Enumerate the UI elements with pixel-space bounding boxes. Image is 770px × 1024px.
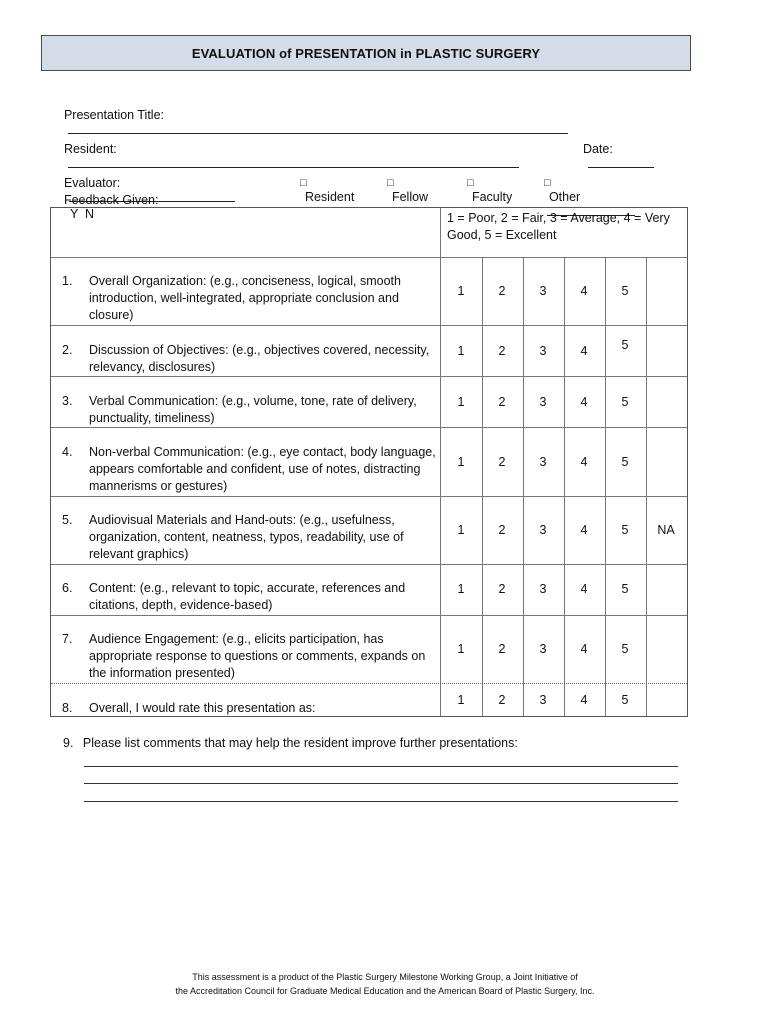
checkbox-icon[interactable]: □: [299, 177, 307, 189]
feedback-label: Feedback Given:: [63, 193, 159, 207]
criterion-number: 3.: [62, 394, 73, 408]
rating-option-na[interactable]: NA: [657, 523, 675, 537]
evaluator-label: Evaluator:: [63, 176, 121, 190]
date-label: Date:: [582, 142, 613, 156]
footer-line-1: This assessment is a product of the Plastic Surgery Milestone Working Group, a Joint Initiative of: [192, 972, 578, 982]
role-option-fellow[interactable]: [380, 162, 428, 204]
role-option-resident[interactable]: [293, 162, 354, 204]
criterion-6: [60, 580, 440, 614]
criterion-text: Overall Organization: (e.g., conciseness, logical, smooth introduction, well-integrated, appropriate conclusion and closure): [89, 274, 401, 322]
row-divider: [51, 376, 687, 377]
rating-option[interactable]: 4: [580, 693, 588, 707]
criterion-1: [60, 273, 440, 324]
comment-line[interactable]: [84, 801, 678, 802]
comment-line[interactable]: [84, 783, 678, 784]
criterion-7: [60, 631, 440, 682]
row-divider: [51, 325, 687, 326]
rating-option[interactable]: 4: [580, 344, 588, 358]
rating-option[interactable]: 5: [621, 582, 629, 596]
comments-question: [63, 736, 518, 750]
checkbox-icon[interactable]: □: [543, 177, 551, 189]
rating-option[interactable]: 2: [498, 284, 506, 298]
rating-option[interactable]: 1: [457, 284, 465, 298]
criterion-text: Overall, I would rate this presentation as:: [89, 701, 316, 715]
comment-line[interactable]: [84, 766, 678, 767]
criterion-4: [60, 444, 440, 495]
checkbox-icon[interactable]: □: [386, 177, 394, 189]
criterion-number: 7.: [62, 632, 73, 646]
criterion-2: [60, 342, 440, 376]
row-divider: [51, 564, 687, 565]
criterion-text: Audiovisual Materials and Hand-outs: (e.g., usefulness, organization, content, neatness, typos, readability, use of relevant graphics): [89, 513, 404, 561]
rating-option[interactable]: 4: [580, 455, 588, 469]
resident-label: Resident:: [63, 142, 117, 156]
rating-option[interactable]: 4: [580, 642, 588, 656]
role-label: Faculty: [471, 190, 513, 204]
rating-option[interactable]: 3: [539, 582, 547, 596]
footer-line-2: the Accreditation Council for Graduate Medical Education and the American Board of Plastic Surgery, Inc.: [175, 986, 595, 996]
rating-option[interactable]: 3: [539, 395, 547, 409]
rating-option[interactable]: 3: [539, 284, 547, 298]
presentation-title-label: Presentation Title:: [63, 108, 165, 122]
rating-option[interactable]: 1: [457, 642, 465, 656]
rating-option[interactable]: 3: [539, 693, 547, 707]
form-title: EVALUATION of PRESENTATION in PLASTIC SURGERY: [41, 35, 691, 71]
criterion-text: Audience Engagement: (e.g., elicits participation, has appropriate response to questions or comments, expands on the information presented): [89, 632, 426, 680]
rating-option[interactable]: 2: [498, 344, 506, 358]
row-divider: [51, 496, 687, 497]
comments-text: Please list comments that may help the resident improve further presentations:: [82, 736, 518, 750]
rating-option[interactable]: 3: [539, 455, 547, 469]
criterion-number: 4.: [62, 445, 73, 459]
rating-option[interactable]: 1: [457, 455, 465, 469]
rating-option[interactable]: 4: [580, 582, 588, 596]
footer: [0, 970, 770, 998]
rating-option[interactable]: 5: [621, 338, 629, 352]
rating-option[interactable]: 2: [498, 395, 506, 409]
criterion-3: [60, 393, 440, 427]
role-label: Other: [548, 190, 581, 204]
checkbox-icon[interactable]: □: [466, 177, 474, 189]
rating-option[interactable]: 5: [621, 693, 629, 707]
row-divider: [51, 683, 687, 684]
rating-option[interactable]: 2: [498, 582, 506, 596]
criterion-number: 5.: [62, 513, 73, 527]
rating-option[interactable]: 1: [457, 344, 465, 358]
rating-option[interactable]: 1: [457, 395, 465, 409]
rating-option[interactable]: 3: [539, 642, 547, 656]
criterion-8: [60, 700, 440, 717]
comments-number: 9.: [63, 736, 74, 750]
feedback-options[interactable]: Y N: [69, 207, 95, 221]
role-label: Fellow: [391, 190, 429, 204]
criterion-number: 6.: [62, 581, 73, 595]
rating-option[interactable]: 1: [457, 523, 465, 537]
rating-option[interactable]: 2: [498, 642, 506, 656]
rating-option[interactable]: 3: [539, 344, 547, 358]
rating-option[interactable]: 4: [580, 523, 588, 537]
role-label: Resident: [304, 190, 355, 204]
rating-option[interactable]: 2: [498, 455, 506, 469]
criterion-text: Non-verbal Communication: (e.g., eye contact, body language, appears comfortable and confident, use of notes, distracting mannerisms or gestures): [89, 445, 436, 493]
row-divider: [51, 427, 687, 428]
rating-table: [50, 207, 688, 717]
scale-legend: 1 = Poor, 2 = Fair, 3 = Average, 4 = Very Good, 5 = Excellent: [447, 211, 670, 242]
rating-option[interactable]: 5: [621, 523, 629, 537]
criterion-number: 2.: [62, 343, 73, 357]
row-divider: [51, 615, 687, 616]
criterion-text: Verbal Communication: (e.g., volume, tone, rate of delivery, punctuality, timeliness): [89, 394, 417, 425]
rating-option[interactable]: 5: [621, 642, 629, 656]
criterion-text: Content: (e.g., relevant to topic, accurate, references and citations, depth, evidence-based): [89, 581, 406, 612]
rating-option[interactable]: 2: [498, 693, 506, 707]
rating-option[interactable]: 5: [621, 455, 629, 469]
criterion-number: 8.: [62, 701, 73, 715]
criterion-5: [60, 512, 440, 563]
rating-option[interactable]: 1: [457, 693, 465, 707]
rating-option[interactable]: 1: [457, 582, 465, 596]
criterion-text: Discussion of Objectives: (e.g., objectives covered, necessity, relevancy, disclosures): [89, 343, 430, 374]
role-option-faculty[interactable]: [460, 162, 512, 204]
criterion-number: 1.: [62, 274, 73, 288]
rating-option[interactable]: 4: [580, 284, 588, 298]
rating-option[interactable]: 5: [621, 284, 629, 298]
col-divider: [440, 208, 441, 716]
row-divider: [51, 257, 687, 258]
rating-option[interactable]: 2: [498, 523, 506, 537]
rating-option[interactable]: 5: [621, 395, 629, 409]
rating-option[interactable]: 4: [580, 395, 588, 409]
rating-option[interactable]: 3: [539, 523, 547, 537]
